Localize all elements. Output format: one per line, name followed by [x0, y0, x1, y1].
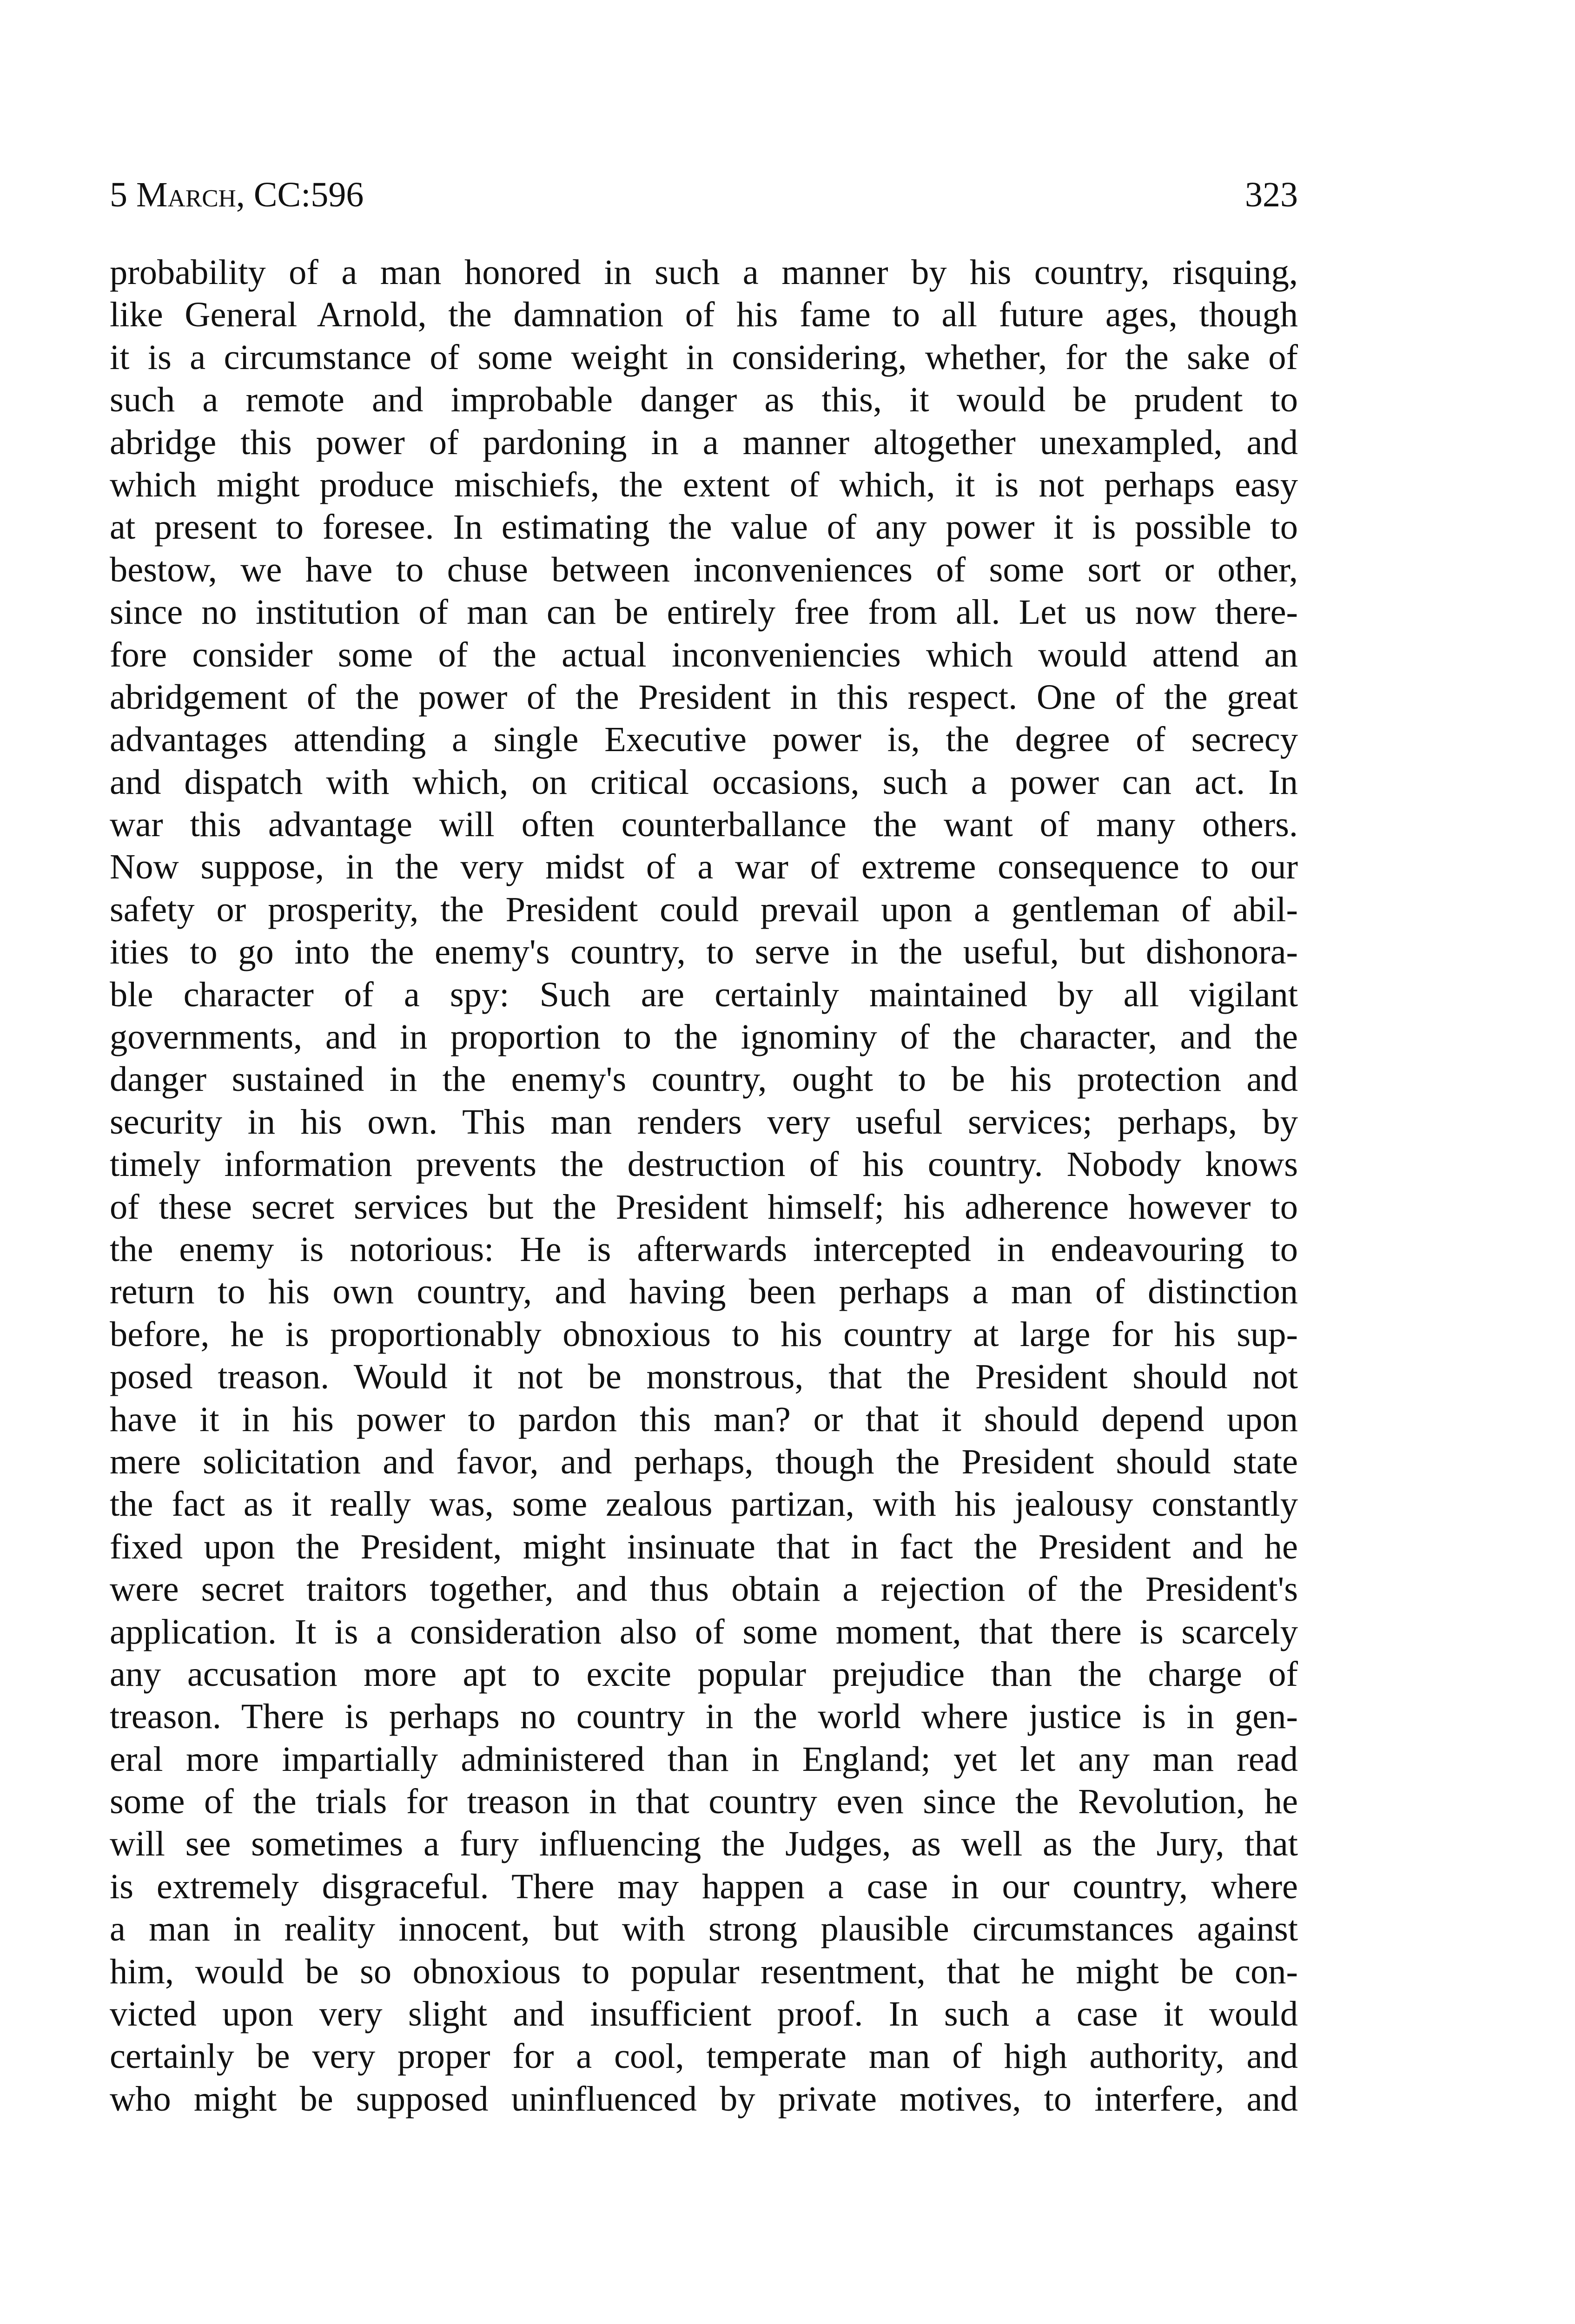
text-line: the enemy is notorious: He is afterwards intercepted in endeavouring to	[110, 1229, 1298, 1269]
text-line: abridge this power of pardoning in a manner altogether unexampled, and	[110, 422, 1298, 462]
text-line: and dispatch with which, on critical occasions, such a power can act. In	[110, 762, 1298, 802]
text-line: fixed upon the President, might insinuate that in fact the President and he	[110, 1526, 1298, 1566]
text-line: at present to foresee. In estimating the value of any power it is possible to	[110, 507, 1298, 547]
running-head-reference	[110, 169, 364, 220]
text-line: before, he is proportionably obnoxious to his country at large for his sup-	[110, 1314, 1298, 1354]
text-line: abridgement of the power of the President in this respect. One of the great	[110, 677, 1298, 717]
text-line: fore consider some of the actual inconveniencies which would attend an	[110, 634, 1298, 674]
text-line: since no institution of man can be entirely free from all. Let us now there-	[110, 592, 1298, 632]
running-head	[110, 169, 1298, 220]
text-line: governments, and in proportion to the ignominy of the character, and the	[110, 1017, 1298, 1057]
running-head-document-ref: , CC:596	[236, 175, 364, 214]
text-line: will see sometimes a fury influencing the Judges, as well as the Jury, that	[110, 1824, 1298, 1864]
text-line: victed upon very slight and insufficient proof. In such a case it would	[110, 1994, 1298, 2034]
text-line: ble character of a spy: Such are certainly maintained by all vigilant	[110, 974, 1298, 1014]
text-line: war this advantage will often counterballance the want of many others.	[110, 805, 1298, 845]
text-line: it is a circumstance of some weight in considering, whether, for the sake of	[110, 337, 1298, 377]
text-line: eral more impartially administered than in England; yet let any man read	[110, 1739, 1298, 1779]
text-line: danger sustained in the enemy's country, ought to be his protection and	[110, 1059, 1298, 1099]
running-head-date: 5	[110, 175, 136, 214]
text-line: some of the trials for treason in that country even since the Revolution, he	[110, 1782, 1298, 1822]
text-line: of these secret services but the President himself; his adherence however to	[110, 1187, 1298, 1227]
text-line: timely information prevents the destruction of his country. Nobody knows	[110, 1144, 1298, 1184]
text-line: a man in reality innocent, but with strong plausible circumstances against	[110, 1909, 1298, 1949]
text-line: any accusation more apt to excite popular prejudice than the charge of	[110, 1654, 1298, 1694]
text-line: advantages attending a single Executive power is, the degree of secrecy	[110, 720, 1298, 759]
text-line: treason. There is perhaps no country in the world where justice is in gen-	[110, 1697, 1298, 1736]
text-line: certainly be very proper for a cool, temperate man of high authority, and	[110, 2036, 1298, 2076]
text-line: ities to go into the enemy's country, to serve in the useful, but dishonora-	[110, 932, 1298, 972]
text-line: return to his own country, and having been perhaps a man of distinction	[110, 1272, 1298, 1312]
text-line: security in his own. This man renders very useful services; perhaps, by	[110, 1102, 1298, 1142]
text-line: application. It is a consideration also of some moment, that there is scarcely	[110, 1611, 1298, 1651]
text-line: him, would be so obnoxious to popular resentment, that he might be con-	[110, 1951, 1298, 1991]
body-text	[110, 251, 1298, 2120]
text-line: posed treason. Would it not be monstrous, that the President should not	[110, 1357, 1298, 1397]
running-head-month: March	[136, 175, 236, 214]
text-line: bestow, we have to chuse between inconveniences of some sort or other,	[110, 549, 1298, 589]
page-number: 323	[1245, 175, 1298, 214]
text-line: is extremely disgraceful. There may happen a case in our country, where	[110, 1866, 1298, 1906]
text-line: probability of a man honored in such a manner by his country, risquing,	[110, 252, 1298, 292]
text-line: like General Arnold, the damnation of his fame to all future ages, though	[110, 295, 1298, 335]
text-line: which might produce mischiefs, the extent of which, it is not perhaps easy	[110, 464, 1298, 504]
text-line: such a remote and improbable danger as this, it would be prudent to	[110, 380, 1298, 420]
text-line: have it in his power to pardon this man? or that it should depend upon	[110, 1399, 1298, 1439]
text-line: the fact as it really was, some zealous partizan, with his jealousy constantly	[110, 1484, 1298, 1524]
text-line: who might be supposed uninfluenced by private motives, to interfere, and	[110, 2079, 1298, 2119]
text-line: mere solicitation and favor, and perhaps, though the President should state	[110, 1441, 1298, 1481]
text-line: safety or prosperity, the President could prevail upon a gentleman of abil-	[110, 889, 1298, 929]
text-line: Now suppose, in the very midst of a war of extreme consequence to our	[110, 847, 1298, 887]
text-line: were secret traitors together, and thus obtain a rejection of the President's	[110, 1569, 1298, 1609]
